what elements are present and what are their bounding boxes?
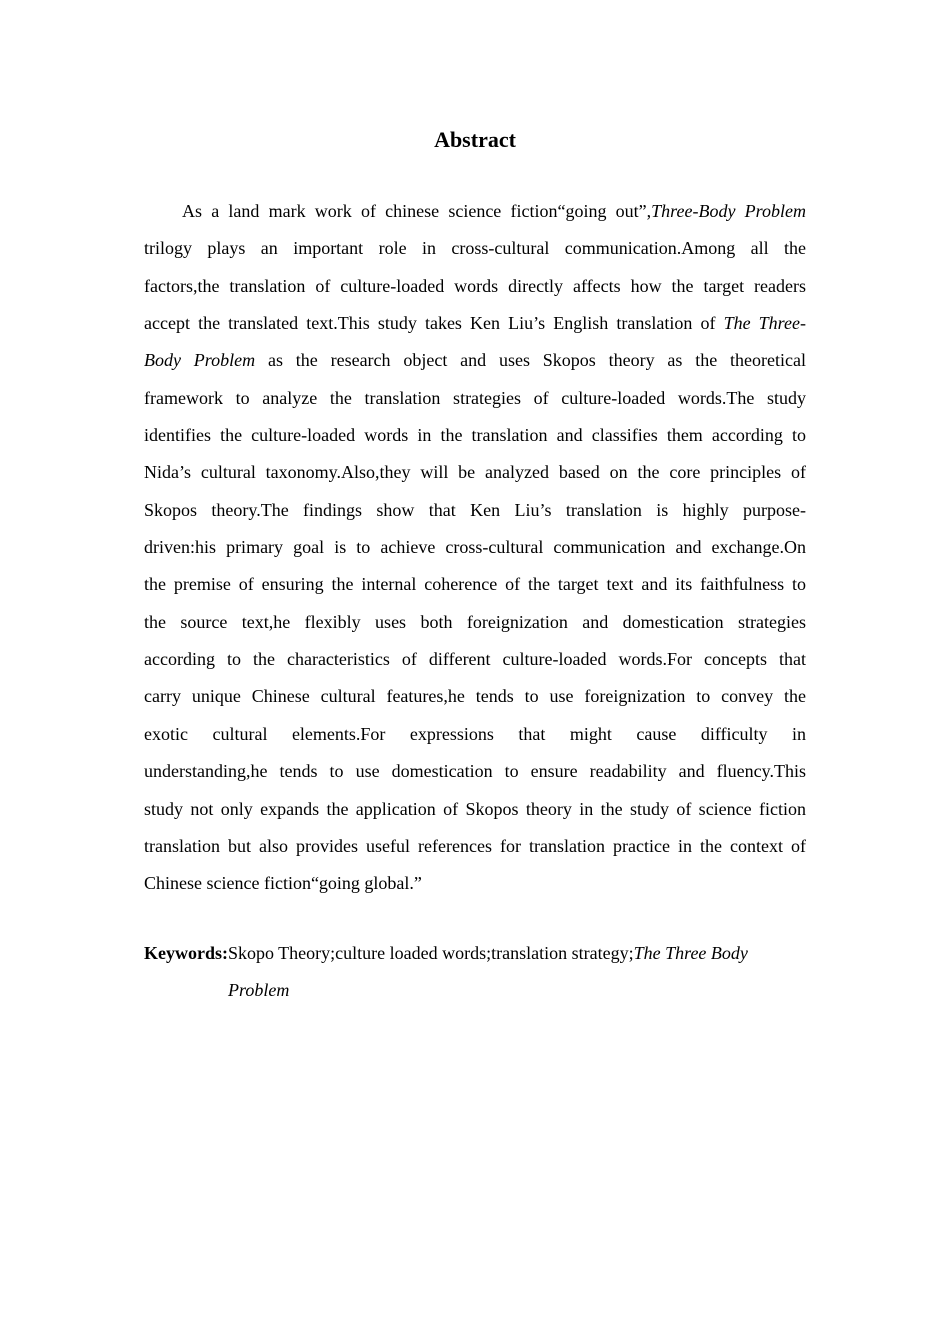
abstract-line (144, 791, 806, 828)
keywords-label: Keywords: (144, 943, 228, 963)
abstract-italic-title: Three-Body Problem (651, 201, 806, 221)
abstract-text: Skopos theory.The findings show that Ken Liu’s translation is highly purpose- (144, 499, 806, 520)
abstract-line (144, 454, 806, 491)
abstract-text: Nida’s cultural taxonomy.Also,they will be analyzed based on the core principles of (144, 462, 806, 483)
abstract-text: carry unique Chinese cultural features,he tends to use foreignization to convey the (144, 686, 806, 707)
abstract-italic-title: Body Problem (144, 350, 256, 371)
abstract-text: framework to analyze the translation strategies of culture-loaded words.The study (144, 387, 806, 408)
abstract-text: driven:his primary goal is to achieve cross-cultural communication and exchange.On (144, 537, 806, 558)
abstract-line (144, 678, 806, 715)
abstract-line (144, 268, 806, 305)
abstract-line (144, 753, 806, 790)
abstract-text: As a land mark work of chinese science fiction“going out”, (182, 201, 652, 221)
abstract-line (144, 230, 806, 267)
abstract-line (144, 529, 806, 566)
abstract-text: identifies the culture-loaded words in the translation and classifies them according to (144, 425, 806, 446)
abstract-text: the premise of ensuring the internal coherence of the target text and its faithfulness to (144, 574, 806, 595)
abstract-line (144, 865, 806, 902)
abstract-line (144, 716, 806, 753)
keywords-text: Skopo Theory;culture loaded words;translation strategy; (228, 943, 634, 963)
abstract-text: understanding,he tends to use domestication to ensure readability and fluency.This (144, 761, 806, 782)
abstract-text: as the research object and uses Skopos theory as the theoretical (255, 350, 807, 371)
abstract-text: accept the translated text.This study takes Ken Liu’s English translation of (144, 313, 724, 334)
abstract-text: Chinese science fiction“going global.” (144, 873, 422, 894)
abstract-text: translation but also provides useful references for translation practice in the context of (144, 835, 806, 856)
abstract-line (144, 566, 806, 603)
abstract-text: trilogy plays an important role in cross-cultural communication.Among all the (144, 238, 806, 259)
abstract-body (144, 193, 806, 903)
abstract-text: exotic cultural elements.For expressions that might cause difficulty in (144, 723, 806, 744)
abstract-line (144, 492, 806, 529)
keywords-line (144, 935, 806, 1010)
abstract-line (144, 342, 806, 379)
abstract-text: factors,the translation of culture-loaded words directly affects how the target readers (144, 275, 806, 296)
abstract-title: Abstract (434, 127, 516, 152)
abstract-text: the source text,he flexibly uses both foreignization and domestication strategies (144, 611, 806, 632)
abstract-line (144, 641, 806, 678)
abstract-line (144, 193, 806, 230)
abstract-line (144, 380, 806, 417)
abstract-line (144, 417, 806, 454)
abstract-text: study not only expands the application of Skopos theory in the study of science fiction (144, 798, 806, 819)
abstract-text: according to the characteristics of different culture-loaded words.For concepts that (144, 649, 806, 670)
abstract-line (144, 604, 806, 641)
abstract-line (144, 305, 806, 342)
abstract-line (144, 828, 806, 865)
keywords-italic-title: The Three Body Problem (228, 943, 748, 1001)
abstract-italic-title: The Three- (723, 313, 806, 334)
